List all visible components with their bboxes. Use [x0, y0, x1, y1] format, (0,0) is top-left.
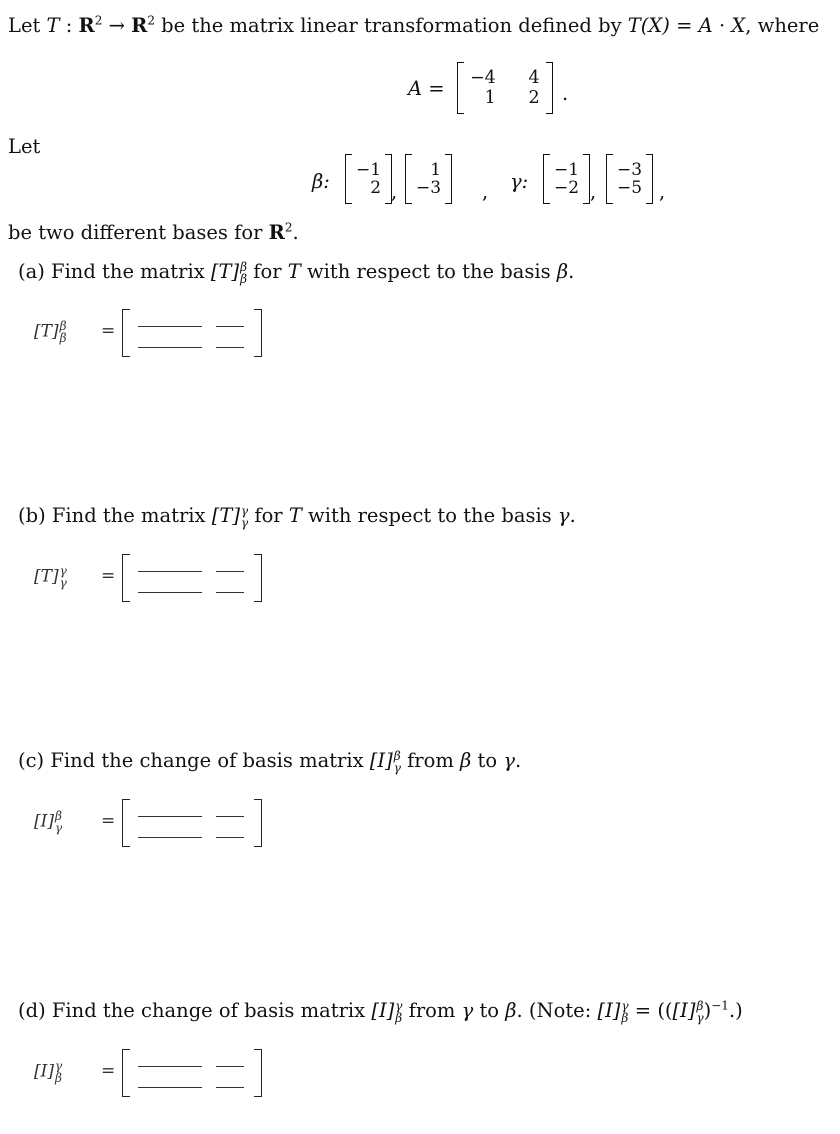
answer-symbol: [I] [34, 1061, 54, 1082]
gamma-vector-1 [543, 154, 590, 204]
intro-arrow: → [102, 14, 132, 37]
transform-symbol: T [287, 260, 301, 283]
matrix-A-cell: 2 [528, 88, 540, 108]
intro-R2: R [131, 14, 148, 37]
bracket-left [405, 154, 412, 204]
matrix-A-label: A = [408, 77, 445, 100]
intro-R1: R [78, 14, 95, 37]
intro-sup1: 2 [94, 13, 103, 28]
matrix-symbol: [I] [371, 999, 395, 1022]
matrix-symbol: [T] [210, 260, 240, 283]
intro-line [8, 14, 819, 38]
matrix-A [457, 62, 553, 114]
intro-T: T [46, 14, 60, 37]
matrix-A-period: . [562, 82, 569, 105]
intro-X: X [731, 14, 746, 37]
superscript: γ [59, 564, 67, 578]
beta-vector-2 [405, 154, 452, 204]
answer-blank-d11[interactable] [138, 1066, 202, 1067]
subscript: β [240, 271, 248, 286]
subscript: γ [54, 821, 63, 835]
subscript: γ [696, 1010, 704, 1025]
superscript: β [696, 998, 704, 1013]
question-text: (b) Find the matrix [18, 504, 212, 527]
question-text: from [402, 999, 462, 1022]
answer-blank-d21[interactable] [138, 1087, 202, 1088]
question-text: for [248, 504, 289, 527]
superscript: γ [621, 998, 629, 1013]
note-text: ) [703, 999, 712, 1022]
answer-blank-b11[interactable] [138, 571, 202, 572]
answer-blank-a21[interactable] [138, 347, 202, 348]
answer-blank-b12[interactable] [216, 571, 244, 572]
answer-blank-b22[interactable] [216, 592, 244, 593]
answer-matrix-b [122, 554, 262, 602]
intro-let: Let [8, 14, 41, 37]
bases-text-end: . [292, 221, 299, 244]
vector-entry: 2 [370, 178, 382, 198]
gamma-vector-2 [606, 154, 653, 204]
question-d [18, 999, 743, 1024]
question-text: with respect to the basis [301, 504, 558, 527]
inverse-exponent: −1 [711, 998, 729, 1013]
intro-TX: T(X) [627, 14, 670, 37]
bracket-right [445, 154, 452, 204]
answer-symbol: [I] [34, 811, 54, 832]
bases-text [8, 221, 299, 245]
question-text: to [473, 999, 506, 1022]
basis-symbol: β [460, 749, 472, 772]
question-text: (a) Find the matrix [18, 260, 211, 283]
transform-symbol: T [288, 504, 302, 527]
answer-blank-d22[interactable] [216, 1087, 244, 1088]
answer-blank-c11[interactable] [138, 816, 202, 817]
answer-matrix-c [122, 799, 262, 847]
superscript: β [393, 748, 401, 763]
answer-label-c [34, 810, 62, 834]
basis-symbol: γ [461, 999, 474, 1022]
matrix-A-cell: 1 [484, 88, 496, 108]
subscript: γ [393, 760, 401, 775]
comma: , [482, 180, 489, 203]
answer-blank-a12[interactable] [216, 326, 244, 327]
bracket-left [122, 799, 130, 847]
bracket-left [457, 62, 464, 114]
question-text: for [247, 260, 288, 283]
subscript: β [621, 1010, 629, 1025]
matrix-A-cell: −4 [470, 68, 496, 88]
bracket-left [122, 554, 130, 602]
beta-label: β: [312, 170, 330, 193]
intro-eq: = [669, 14, 699, 37]
comma: , [659, 180, 666, 203]
subscript: β [54, 1071, 62, 1085]
question-text: (c) Find the change of basis matrix [18, 749, 370, 772]
let-label: Let [8, 135, 41, 158]
superscript: β [54, 809, 62, 823]
matrix-symbol: [T] [211, 504, 240, 527]
bracket-left [122, 309, 130, 357]
bracket-right [546, 62, 553, 114]
question-text: from [400, 749, 461, 772]
intro-dot: · [712, 14, 732, 37]
answer-blank-c21[interactable] [138, 837, 202, 838]
comma: , [590, 180, 597, 203]
bracket-left [543, 154, 550, 204]
bases-text-R: R [268, 221, 285, 244]
note-text: . (Note: [516, 999, 598, 1022]
basis-symbol: γ [503, 749, 515, 772]
answer-blank-a22[interactable] [216, 347, 244, 348]
matrix-symbol: [I] [672, 999, 696, 1022]
subscript: β [59, 331, 67, 345]
bracket-left [606, 154, 613, 204]
answer-blank-c12[interactable] [216, 816, 244, 817]
basis-symbol: γ [557, 504, 570, 527]
subscript: β [395, 1010, 403, 1025]
answer-equals: = [101, 1061, 116, 1081]
vector-entry: −5 [617, 178, 643, 198]
vector-entry: −2 [554, 178, 580, 198]
answer-matrix-d [122, 1049, 262, 1097]
answer-blank-c22[interactable] [216, 837, 244, 838]
answer-matrix-a [122, 309, 262, 357]
question-text: to [471, 749, 504, 772]
superscript: γ [395, 998, 403, 1013]
note-text: = (( [628, 999, 673, 1022]
bracket-right [583, 154, 590, 204]
vector-entry: −1 [356, 160, 382, 180]
answer-symbol: [T] [34, 321, 59, 342]
answer-label-d [34, 1060, 62, 1084]
intro-rest: be the matrix linear transformation defined by [154, 14, 628, 37]
answer-equals: = [101, 321, 116, 341]
matrix-symbol: [I] [597, 999, 621, 1022]
vector-entry: −3 [617, 160, 643, 180]
superscript: β [59, 319, 67, 333]
bases-text-pre: be two different bases for [8, 221, 269, 244]
bracket-right [254, 1049, 262, 1097]
matrix-A-cell: 4 [528, 68, 540, 88]
answer-label-a [34, 320, 67, 344]
question-text: with respect to the basis [300, 260, 557, 283]
vector-entry: −3 [416, 178, 442, 198]
bracket-right [254, 309, 262, 357]
question-text: . [569, 504, 576, 527]
matrix-symbol: [I] [369, 749, 393, 772]
bracket-right [254, 799, 262, 847]
question-text: . [568, 260, 575, 283]
superscript: β [240, 259, 248, 274]
intro-colon: : [59, 14, 79, 37]
note-text: .) [728, 999, 743, 1022]
gamma-label: γ: [510, 170, 529, 193]
matrix-A-cells [464, 62, 546, 114]
basis-symbol: β [556, 260, 569, 283]
beta-vector-1 [345, 154, 392, 204]
answer-label-b [34, 565, 67, 589]
intro-where: , where [745, 14, 820, 37]
superscript: γ [240, 503, 249, 518]
bases-text-sup: 2 [284, 220, 293, 235]
comma: , [391, 180, 398, 203]
answer-blank-d12[interactable] [216, 1066, 244, 1067]
question-a [18, 260, 574, 285]
subscript: γ [59, 576, 67, 590]
question-c [18, 749, 521, 774]
answer-symbol: [T] [34, 566, 59, 587]
vector-entry: −1 [554, 160, 580, 180]
answer-blank-a11[interactable] [138, 326, 202, 327]
basis-symbol: β [505, 999, 517, 1022]
bracket-left [122, 1049, 130, 1097]
vector-entry: 1 [430, 160, 442, 180]
question-text: (d) Find the change of basis matrix [18, 999, 372, 1022]
question-b [18, 504, 576, 529]
answer-equals: = [101, 811, 116, 831]
question-text: . [514, 749, 522, 772]
superscript: γ [54, 1059, 63, 1073]
bracket-left [345, 154, 352, 204]
intro-A: A [698, 14, 713, 37]
answer-equals: = [101, 566, 116, 586]
bracket-right [254, 554, 262, 602]
subscript: γ [240, 515, 249, 530]
intro-sup2: 2 [147, 13, 155, 28]
bracket-right [646, 154, 653, 204]
answer-blank-b21[interactable] [138, 592, 202, 593]
